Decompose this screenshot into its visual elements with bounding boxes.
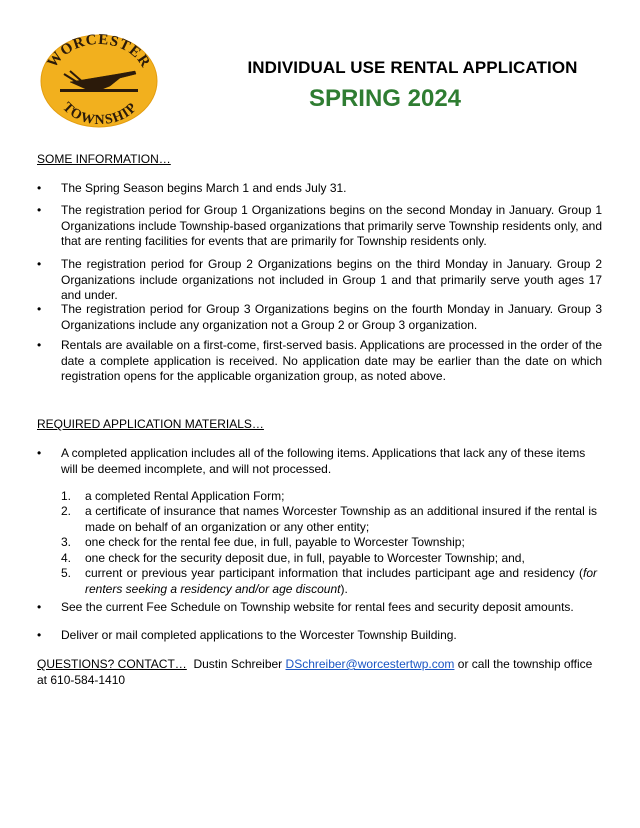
township-logo <box>40 34 158 128</box>
materials-heading: REQUIRED APPLICATION MATERIALS… <box>37 417 264 431</box>
numbered-item: 1. a completed Rental Application Form; <box>61 489 285 503</box>
season-title: SPRING 2024 <box>308 85 462 112</box>
svg-text:WORCESTER: WORCESTER <box>44 34 154 71</box>
info-heading: SOME INFORMATION… <box>37 152 171 166</box>
numbered-item: 3. one check for the rental fee due, in full, payable to Worcester Township; <box>61 535 465 549</box>
numbered-item: 5. current or previous year participant information that includes participant age and residency (for renters seeking a residency and/or age discount). <box>61 566 597 596</box>
contact-label: QUESTIONS? CONTACT… <box>37 657 187 671</box>
list-item: • Deliver or mail completed applications to the Worcester Township Building. <box>37 628 457 642</box>
list-item: • Rentals are available on a first-come, first-served basis. Applications are processed in the order of the date a complete application is received. No application date may be earlier than the date on which registration opens for the applicable organization group, as noted above. <box>37 338 602 383</box>
list-item: • The Spring Season begins March 1 and ends July 31. <box>37 181 347 195</box>
list-item: • The registration period for Group 1 Organizations begins on the second Monday in January. Group 1 Organizations include Township-based organizations that primarily serve Township residents only, and that are renting facilities for events that are primarily for Township residents only. <box>37 203 602 248</box>
list-item: • A completed application includes all of the following items. Applications that lack any of these items will be deemed incomplete, and will not processed. <box>37 446 586 476</box>
numbered-item: 2. a certificate of insurance that names Worcester Township as an additional insured if the rental is made on behalf of an organization or any other entity; <box>61 504 597 534</box>
contact-line <box>37 657 602 688</box>
svg-text:TOWNSHIP: TOWNSHIP <box>59 99 141 128</box>
contact-email-link[interactable]: DSchreiber@worcestertwp.com <box>285 657 455 671</box>
contact-rest: or call the township office at 610-584-1410 <box>37 657 593 687</box>
numbered-item: 4. one check for the security deposit due, in full, payable to Worcester Township; and, <box>61 551 525 565</box>
list-item: • The registration period for Group 3 Organizations begins on the fourth Monday in January. Group 3 Organizations include any organization not a Group 2 or Group 3 organization. <box>37 302 602 332</box>
page-title: INDIVIDUAL USE RENTAL APPLICATION <box>247 58 578 77</box>
list-item: • The registration period for Group 2 Organizations begins on the third Monday in January. Group 2 Organizations include organizations not included in Group 1 and that primarily serve youth ages 17 and under. <box>37 257 602 302</box>
contact-name: Dustin Schreiber <box>193 657 283 671</box>
list-item: • See the current Fee Schedule on Township website for rental fees and security deposit amounts. <box>37 600 574 614</box>
